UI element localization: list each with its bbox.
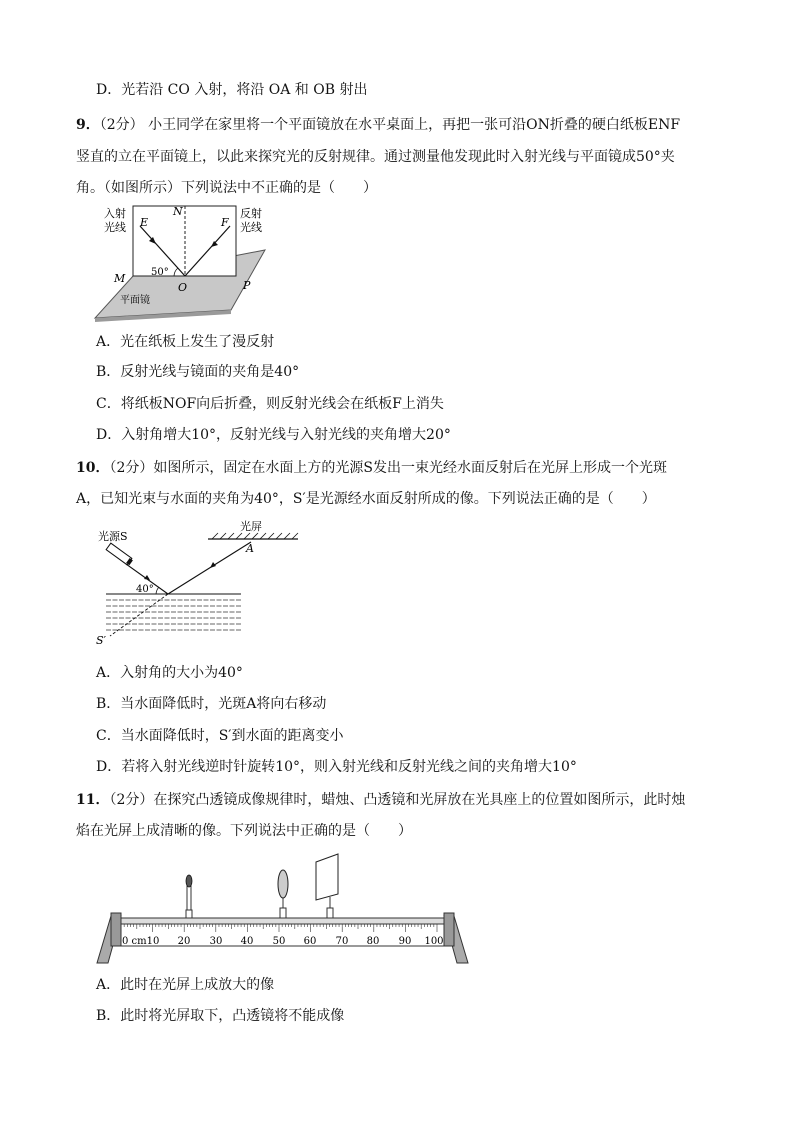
convex-lens bbox=[278, 870, 288, 918]
tick-label-80: 80 bbox=[366, 936, 380, 947]
angle-arc bbox=[156, 587, 159, 594]
label-N: N bbox=[173, 205, 183, 218]
q10-option-b: B．当水面降低时，光斑A将向右移动 bbox=[96, 696, 327, 712]
label-O: O bbox=[178, 281, 188, 294]
label-M: M bbox=[114, 272, 126, 285]
reflected-ray bbox=[168, 542, 251, 594]
tick-label-40: 40 bbox=[240, 936, 254, 947]
right-post bbox=[444, 913, 454, 946]
label-screen: 光屏 bbox=[240, 520, 262, 533]
q9-option-b: B．反射光线与镜面的夹角是40° bbox=[96, 364, 300, 380]
q11-stem-line-2: 焰在光屏上成清晰的像。下列说法中正确的是（ ） bbox=[76, 823, 412, 839]
q10-stem-line-2: A，已知光束与水面的夹角为40°，S′是光源经水面反射所成的像。下列说法正确的是（ ） bbox=[76, 491, 656, 507]
tick-label-50: 50 bbox=[272, 936, 286, 947]
q9-number: 9． bbox=[76, 117, 100, 133]
q10-number: 10． bbox=[76, 460, 110, 476]
label-angle-40: 40° bbox=[136, 584, 154, 595]
label-E: E bbox=[140, 216, 149, 229]
q9-option-a: A．光在纸板上发生了漫反射 bbox=[96, 334, 275, 350]
q9-stem-text-1: 小王同学在家里将一个平面镜放在水平桌面上，再把一张可沿ON折叠的硬白纸板ENF bbox=[148, 117, 681, 133]
tick-label-100: 100 bbox=[424, 936, 444, 947]
q11-option-b: B．此时将光屏取下，凸透镜将不能成像 bbox=[96, 1008, 345, 1024]
light-source bbox=[106, 543, 133, 566]
q10-option-d: D．若将入射光线逆时针旋转10°，则入射光线和反射光线之间的夹角增大10° bbox=[96, 759, 577, 775]
q9-figure bbox=[90, 200, 280, 322]
q9-option-c: C．将纸板NOF向后折叠，则反射光线会在纸板F上消失 bbox=[96, 396, 444, 412]
tick-label-20: 20 bbox=[177, 936, 191, 947]
q11-number: 11． bbox=[76, 792, 110, 808]
label-A: A bbox=[246, 542, 254, 555]
tick-label-30: 30 bbox=[209, 936, 223, 947]
label-S-prime: S′ bbox=[96, 634, 107, 647]
candle bbox=[186, 875, 192, 918]
q10-score: （2分） bbox=[109, 460, 154, 476]
left-post bbox=[111, 913, 121, 946]
tick-label-60: 60 bbox=[303, 936, 317, 947]
label-angle-50: 50° bbox=[151, 267, 169, 278]
label-reflected-2: 光线 bbox=[240, 221, 262, 234]
label-F: F bbox=[221, 216, 229, 229]
label-incident-2: 光线 bbox=[104, 221, 126, 234]
q10-stem-text-1: 如图所示，固定在水面上方的光源S发出一束光经水面反射后在光屏上形成一个光斑 bbox=[153, 460, 667, 476]
q10-figure bbox=[96, 520, 306, 650]
q9-stem-line-3: 角。（如图所示）下列说法中不正确的是（ ） bbox=[76, 180, 377, 196]
q9-stem-line-2: 竖直的立在平面镜上，以此来探究光的反射规律。通过测量他发现此时入射光线与平面镜成50°夹 bbox=[76, 149, 675, 165]
q9-score: （2分） bbox=[99, 117, 144, 133]
q10-option-a: A．入射角的大小为40° bbox=[96, 665, 243, 681]
label-mirror: 平面镜 bbox=[120, 295, 150, 306]
label-reflected-1: 反射 bbox=[240, 207, 262, 220]
q10-stem-line-1 bbox=[76, 458, 667, 478]
q11-stem-text-1: 在探究凸透镜成像规律时，蜡烛、凸透镜和光屏放在光具座上的位置如图所示，此时烛 bbox=[153, 792, 686, 808]
q10-option-c: C．当水面降低时，S′到水面的距离变小 bbox=[96, 728, 344, 744]
q11-stem-line-1 bbox=[76, 790, 685, 810]
tick-label-10: 10 bbox=[146, 936, 160, 947]
ruler-unit: 0 cm bbox=[122, 936, 147, 947]
optical-bench bbox=[121, 918, 444, 924]
q9-stem-line-1 bbox=[76, 115, 680, 135]
label-source: 光源S bbox=[98, 530, 128, 543]
label-incident-1: 入射 bbox=[104, 207, 126, 220]
q11-score: （2分） bbox=[109, 792, 154, 808]
tick-label-70: 70 bbox=[335, 936, 349, 947]
q8-option-d: D．光若沿 CO 入射，将沿 OA 和 OB 射出 bbox=[96, 82, 368, 98]
tick-label-90: 90 bbox=[398, 936, 412, 947]
q9-option-d: D．入射角增大10°，反射光线与入射光线的夹角增大20° bbox=[96, 427, 451, 443]
q11-option-a: A．此时在光屏上成放大的像 bbox=[96, 977, 275, 993]
light-screen bbox=[316, 854, 338, 918]
label-P: P bbox=[243, 279, 251, 292]
q11-figure bbox=[94, 850, 474, 968]
